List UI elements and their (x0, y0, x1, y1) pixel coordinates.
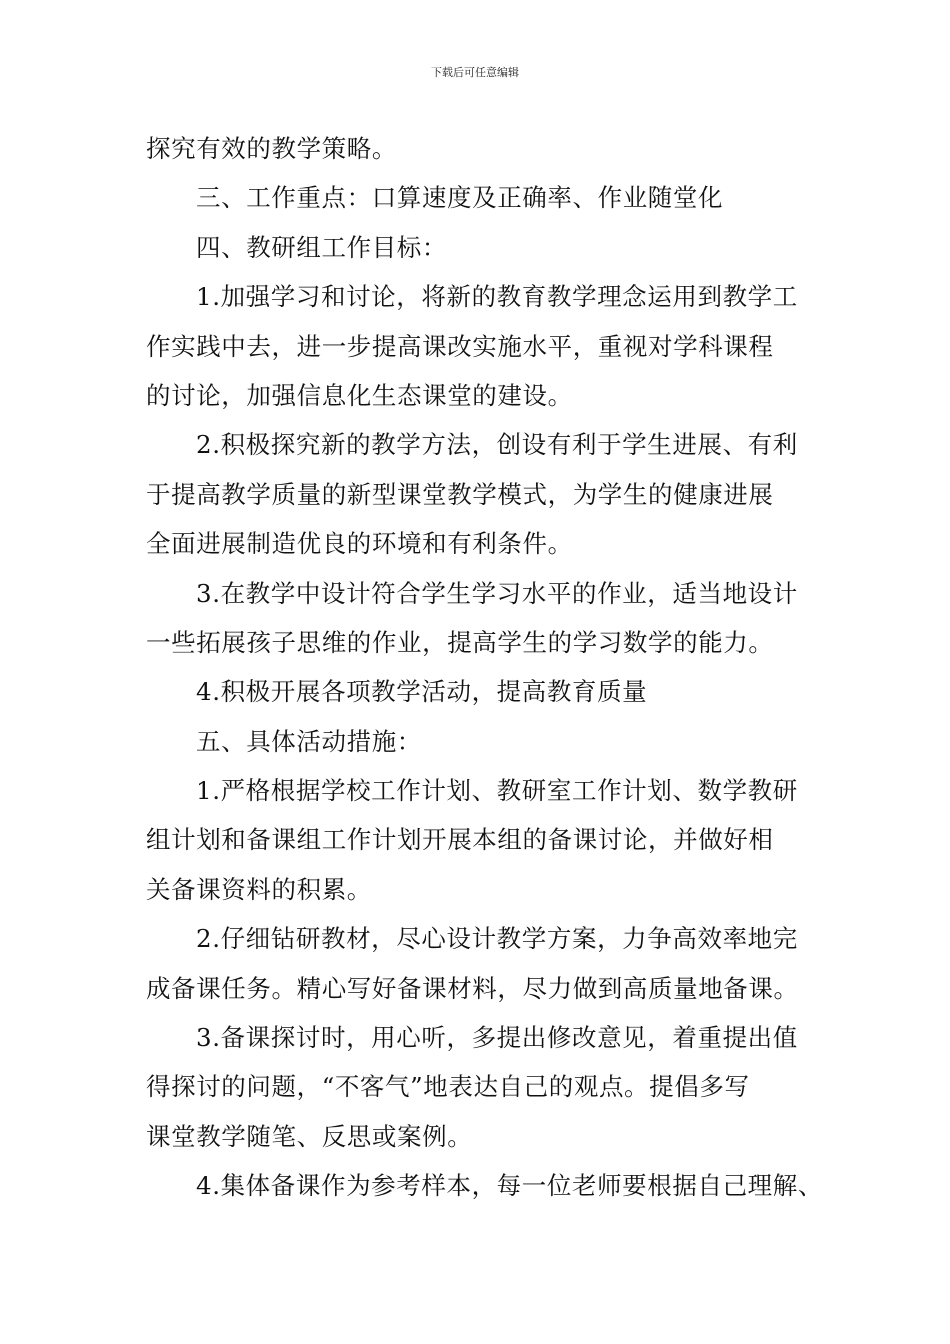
document-body (146, 124, 823, 1211)
text-line: 关备课资料的积累。 (146, 874, 372, 904)
text-line: 2.仔细钻研教材，尽心设计教学方案，力争高效率地完 (196, 924, 798, 954)
text-line: 成备课任务。精心写好备课材料，尽力做到高质量地备课。 (146, 973, 799, 1003)
page-header-note: 下载后可任意编辑 (431, 66, 519, 79)
text-line: 的讨论，加强信息化生态课堂的建设。 (146, 380, 573, 410)
text-line: 探究有效的教学策略。 (146, 134, 397, 163)
text-line: 1.严格根据学校工作计划、教研室工作计划、数学教研 (196, 776, 798, 806)
text-line: 五、具体活动措施： (196, 726, 422, 756)
text-line: 作实践中去，进一步提高课改实施水平，重视对学科课程 (146, 331, 774, 361)
text-line: 4.积极开展各项教学活动，提高教育质量 (196, 677, 648, 707)
text-line: 课堂教学随笔、反思或案例。 (146, 1121, 473, 1151)
text-line: 组计划和备课组工作计划开展本组的备课讨论，并做好相 (146, 825, 774, 855)
text-line: 四、教研组工作目标： (196, 232, 447, 262)
text-line: 1.加强学习和讨论，将新的教育教学理念运用到教学工 (196, 282, 798, 312)
text-line: 于提高教学质量的新型课堂教学模式，为学生的健康进展 (146, 479, 774, 509)
text-line: 全面进展制造优良的环境和有利条件。 (146, 529, 573, 559)
text-line: 一些拓展孩子思维的作业，提高学生的学习数学的能力。 (146, 627, 774, 657)
text-line: 3.在教学中设计符合学生学习水平的作业，适当地设计 (196, 578, 798, 608)
text-line: 得探讨的问题，“不客气”地表达自己的观点。提倡多写 (146, 1072, 750, 1102)
text-line: 2.积极探究新的教学方法，创设有利于学生进展、有利 (196, 430, 798, 460)
text-line: 3.备课探讨时，用心听，多提出修改意见，着重提出值 (196, 1023, 798, 1053)
text-line: 三、工作重点：口算速度及正确率、作业随堂化 (196, 183, 724, 213)
text-line: 4.集体备课作为参考样本，每一位老师要根据自己理解、 (196, 1171, 823, 1201)
